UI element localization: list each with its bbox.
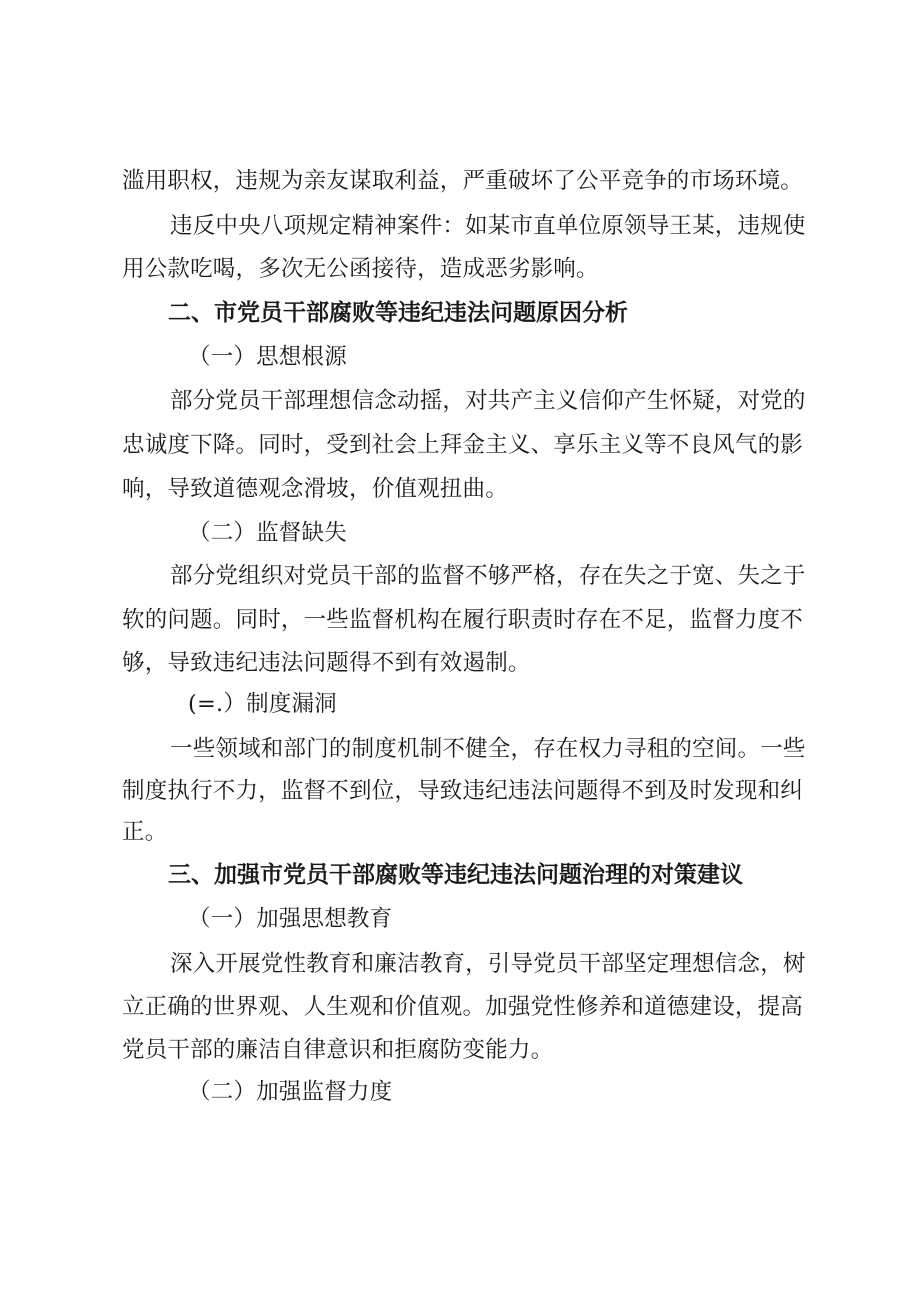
paragraph-line: 用公款吃喝，多次无公函接待，造成恶劣影响。 — [122, 256, 599, 282]
paragraph-line: 够，导致违纪违法问题得不到有效遏制。 — [122, 650, 531, 676]
paragraph-line: 忠诚度下降。同时，受到社会上拜金主义、享乐主义等不良风气的影 — [122, 432, 804, 458]
paragraph-line: 软的问题。同时，一些监督机构在履行职责时存在不足，监督力度不 — [122, 607, 804, 633]
paragraph-line: 深入开展党性教育和廉洁教育，引导党员干部坚定理想信念，树 — [170, 951, 806, 977]
paragraph-line: 正。 — [122, 819, 168, 845]
paragraph-line: 立正确的世界观、人生观和价值观。加强党性修养和道德建设，提高 — [122, 994, 804, 1020]
section-heading-2: 二、市党员干部腐败等违纪违法问题原因分析 — [168, 300, 628, 326]
subsection-heading: （一）思想根源 — [188, 344, 347, 370]
paragraph-line: 一些领域和部门的制度机制不健全，存在权力寻租的空间。一些 — [170, 736, 806, 762]
section-heading-3: 三、加强市党员干部腐败等违纪违法问题治理的对策建议 — [168, 862, 743, 888]
paragraph-line: 部分党员干部理想信念动摇，对共产主义信仰产生怀疑，对党的 — [170, 388, 806, 414]
subsection-heading: (=.）制度漏洞 — [188, 691, 337, 717]
paragraph-line: 违反中央八项规定精神案件：如某市直单位原领导王某，违规使 — [170, 213, 806, 239]
paragraph-line: 部分党组织对党员干部的监督不够严格，存在失之于宽、失之于 — [170, 563, 806, 589]
subsection-heading: （二）监督缺失 — [188, 520, 347, 546]
paragraph-line: 滥用职权，违规为亲友谋取利益，严重破坏了公平竞争的市场环境。 — [122, 168, 804, 194]
paragraph-line: 党员干部的廉洁自律意识和拒腐防变能力。 — [122, 1037, 554, 1063]
paragraph-line: 响，导致道德观念滑坡，价值观扭曲。 — [122, 476, 508, 502]
subsection-heading: （二）加强监督力度 — [188, 1079, 393, 1105]
paragraph-line: 制度执行不力，监督不到位，导致违纪违法问题得不到及时发现和纠 — [122, 778, 804, 804]
subsection-heading: （一）加强思想教育 — [188, 906, 393, 932]
